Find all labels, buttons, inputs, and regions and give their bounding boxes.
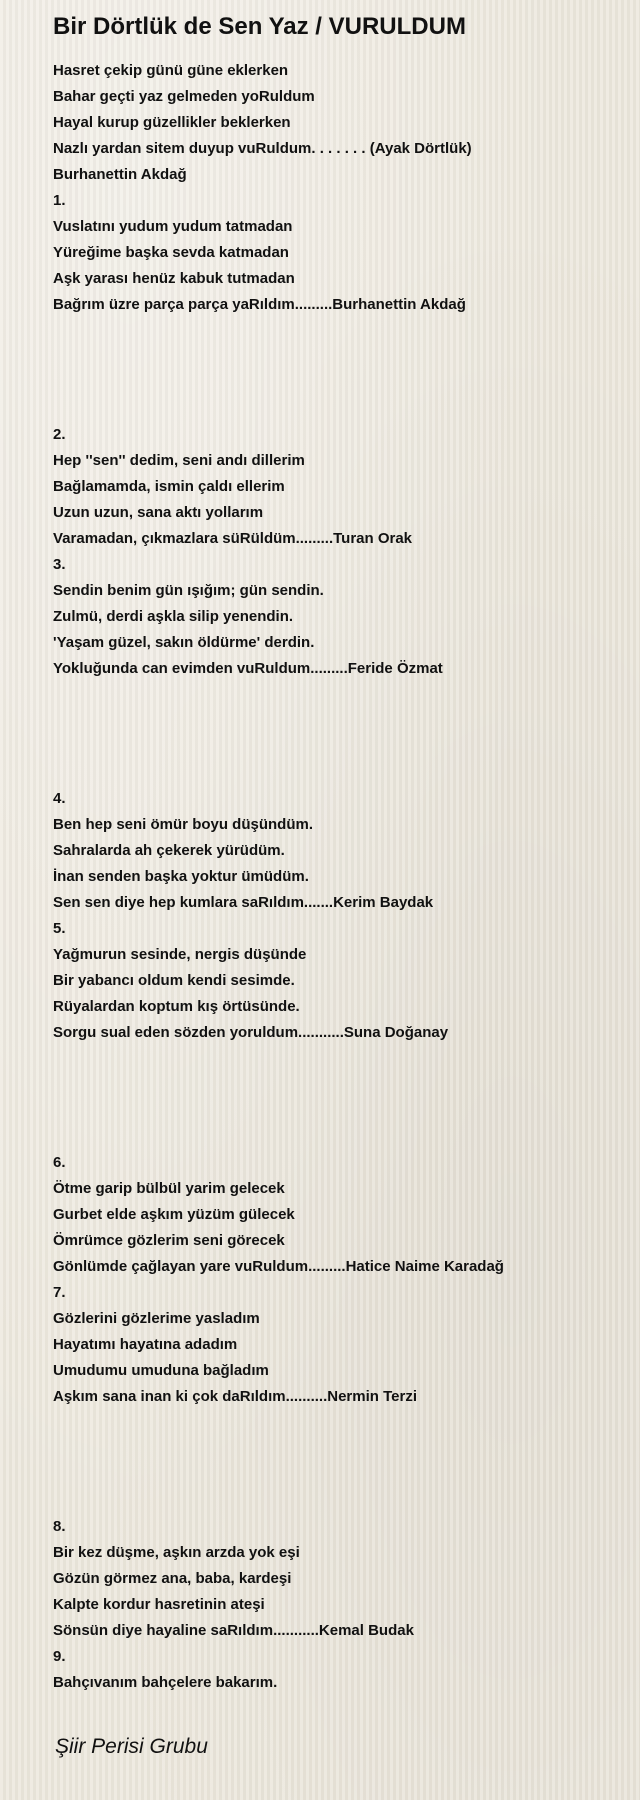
stanza-7 xyxy=(53,1280,613,1410)
stanza-number: 4. xyxy=(53,790,66,807)
stanza-2 xyxy=(53,422,613,552)
stanza-line: Aşk yarası henüz kabuk tutmadan xyxy=(53,270,295,287)
stanza-number: 5. xyxy=(53,920,66,937)
stanza-line: Gurbet elde aşkım yüzüm gülecek xyxy=(53,1206,295,1223)
stanza-5 xyxy=(53,916,613,1046)
stanza-line: Umudumu umuduna bağladım xyxy=(53,1362,269,1379)
stanza-number: 2. xyxy=(53,426,66,443)
spacer xyxy=(53,682,613,786)
stanza-line: Ömrümce gözlerim seni görecek xyxy=(53,1232,285,1249)
stanza-line: Hayatımı hayatına adadım xyxy=(53,1336,238,1353)
stanza-line: Bahçıvanım bahçelere bakarım. xyxy=(53,1674,278,1691)
stanza-line: Sönsün diye hayaline saRıldım...........Kemal Budak xyxy=(53,1622,414,1639)
stanza-4 xyxy=(53,786,613,916)
intro-line: Nazlı yardan sitem duyup vuRuldum. . . . . . . (Ayak Dörtlük) xyxy=(53,140,472,157)
stanza-line: Sen sen diye hep kumlara saRıldım.......Kerim Baydak xyxy=(53,894,434,911)
stanza-line: İnan senden başka yoktur ümüdüm. xyxy=(53,868,309,885)
poem-page xyxy=(53,10,613,1696)
stanza-line: Gözlerini gözlerime yasladım xyxy=(53,1310,260,1327)
stanza-line: Bağrım üzre parça parça yaRıldım.........Burhanettin Akdağ xyxy=(53,296,466,313)
stanza-line: Varamadan, çıkmazlara süRüldüm.........Turan Orak xyxy=(53,530,413,547)
stanza-line: Yüreğime başka sevda katmadan xyxy=(53,244,289,261)
stanza-line: Sorgu sual eden sözden yoruldum...........Suna Doğanay xyxy=(53,1024,449,1041)
stanza-6 xyxy=(53,1150,613,1280)
stanza-line: Bir kez düşme, aşkın arzda yok eşi xyxy=(53,1544,300,1561)
intro-stanza xyxy=(53,58,613,188)
stanza-line: 'Yaşam güzel, sakın öldürme' derdin. xyxy=(53,634,315,651)
stanza-number: 1. xyxy=(53,192,66,209)
stanza-3 xyxy=(53,552,613,682)
stanza-line: Sendin benim gün ışığım; gün sendin. xyxy=(53,582,324,599)
stanza-line: Vuslatını yudum yudum tatmadan xyxy=(53,218,293,235)
stanza-line: Gözün görmez ana, baba, kardeşi xyxy=(53,1570,292,1587)
stanza-9 xyxy=(53,1644,613,1696)
stanza-line: Ötme garip bülbül yarim gelecek xyxy=(53,1180,285,1197)
spacer xyxy=(53,318,613,422)
spacer xyxy=(53,1410,613,1514)
page-title: Bir Dörtlük de Sen Yaz / VURULDUM xyxy=(53,13,466,40)
stanza-line: Ben hep seni ömür boyu düşündüm. xyxy=(53,816,314,833)
stanza-line: Sahralarda ah çekerek yürüdüm. xyxy=(53,842,285,859)
stanza-line: Uzun uzun, sana aktı yollarım xyxy=(53,504,264,521)
stanza-number: 9. xyxy=(53,1648,66,1665)
stanza-line: Kalpte kordur hasretinin ateşi xyxy=(53,1596,265,1613)
stanza-line: Hep ''sen'' dedim, seni andı dillerim xyxy=(53,452,305,469)
stanza-1 xyxy=(53,188,613,318)
intro-line: Bahar geçti yaz gelmeden yoRuldum xyxy=(53,88,315,105)
stanza-line: Gönlümde çağlayan yare vuRuldum.........Hatice Naime Karadağ xyxy=(53,1258,504,1275)
stanza-number: 3. xyxy=(53,556,66,573)
spacer xyxy=(53,1046,613,1150)
stanza-line: Yokluğunda can evimden vuRuldum.........Feride Özmat xyxy=(53,660,443,677)
signature: Şiir Perisi Grubu xyxy=(55,1735,208,1758)
stanza-line: Zulmü, derdi aşkla silip yenendin. xyxy=(53,608,294,625)
stanza-line: Rüyalardan koptum kış örtüsünde. xyxy=(53,998,300,1015)
stanza-number: 6. xyxy=(53,1154,66,1171)
intro-line: Hasret çekip günü güne eklerken xyxy=(53,62,289,79)
stanza-line: Yağmurun sesinde, nergis düşünde xyxy=(53,946,307,963)
intro-line: Hayal kurup güzellikler beklerken xyxy=(53,114,291,131)
stanza-number: 7. xyxy=(53,1284,66,1301)
stanza-line: Bir yabancı oldum kendi sesimde. xyxy=(53,972,295,989)
intro-author: Burhanettin Akdağ xyxy=(53,166,187,183)
stanza-line: Bağlamamda, ismin çaldı ellerim xyxy=(53,478,285,495)
stanza-8 xyxy=(53,1514,613,1644)
stanza-line: Aşkım sana inan ki çok daRıldım..........Nermin Terzi xyxy=(53,1388,417,1405)
stanza-number: 8. xyxy=(53,1518,66,1535)
